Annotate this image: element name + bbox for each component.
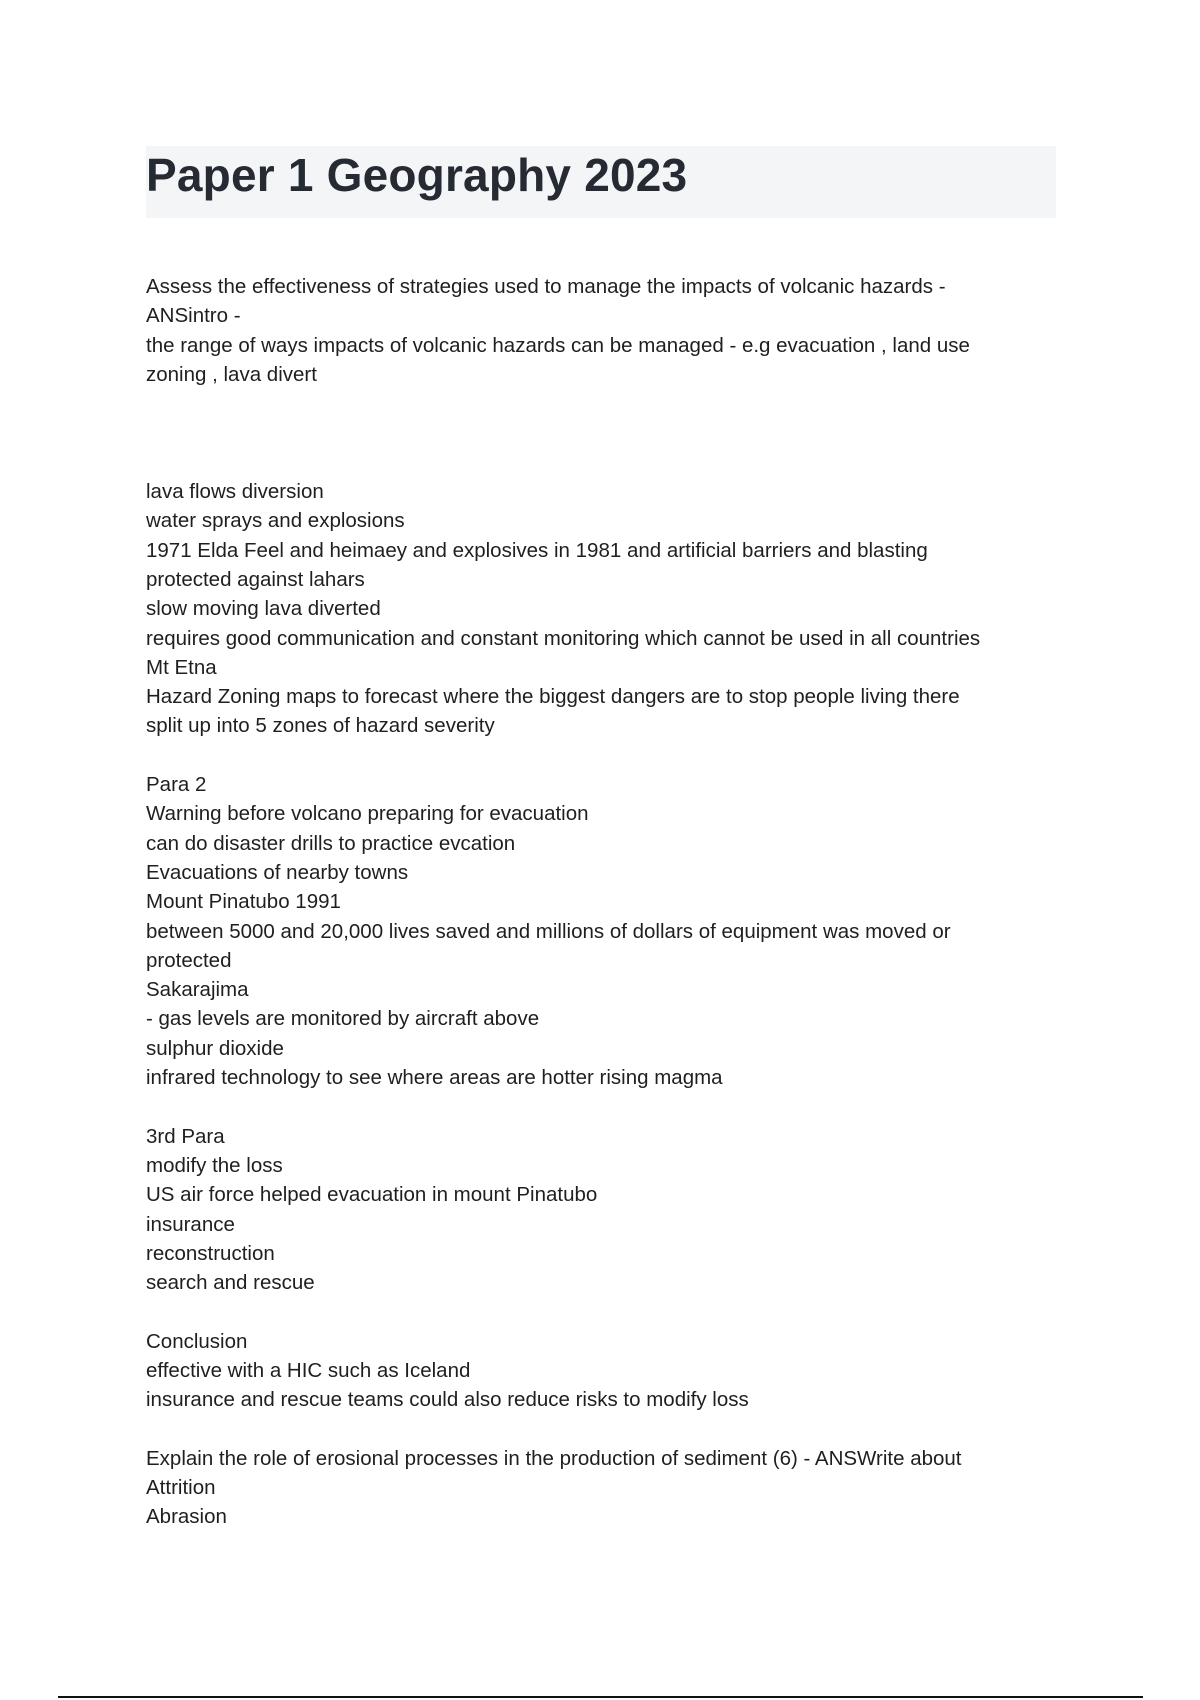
text-line: ANSintro - xyxy=(146,304,241,328)
text-line: insurance xyxy=(146,1212,235,1236)
text-line: infrared technology to see where areas are hotter rising magma xyxy=(146,1066,723,1090)
text-line: Explain the role of erosional processes in the production of sediment (6) - ANSWrite about xyxy=(146,1446,962,1470)
text-line: Sakarajima xyxy=(146,978,249,1002)
text-line: lava flows diversion xyxy=(146,480,324,504)
text-line: protected against lahars xyxy=(146,567,365,591)
text-line: Warning before volcano preparing for evacuation xyxy=(146,802,589,826)
text-line: US air force helped evacuation in mount Pinatubo xyxy=(146,1183,598,1207)
text-line: zoning , lava divert xyxy=(146,362,317,386)
blank-line xyxy=(146,389,1066,418)
text-line: insurance and rescue teams could also reduce risks to modify loss xyxy=(146,1388,749,1412)
blank-line xyxy=(146,1297,1066,1326)
section-heading: Conclusion xyxy=(146,1329,248,1353)
text-line: sulphur dioxide xyxy=(146,1036,284,1060)
text-line: effective with a HIC such as Iceland xyxy=(146,1358,471,1382)
text-line: Mount Pinatubo 1991 xyxy=(146,890,341,914)
text-line: Assess the effectiveness of strategies used to manage the impacts of volcanic hazards - xyxy=(146,275,946,298)
text-line: modify the loss xyxy=(146,1153,283,1177)
text-line: water sprays and explosions xyxy=(146,509,405,533)
text-line: Mt Etna xyxy=(146,655,217,679)
text-line: between 5000 and 20,000 lives saved and millions of dollars of equipment was moved or xyxy=(146,919,951,943)
text-line: 1971 Elda Feel and heimaey and explosives in 1981 and artificial barriers and blasting xyxy=(146,538,928,562)
document-body xyxy=(146,272,1066,1532)
text-line: protected xyxy=(146,948,232,972)
blank-line xyxy=(146,448,1066,477)
text-line: the range of ways impacts of volcanic hazards can be managed - e.g evacuation , land use xyxy=(146,333,970,357)
page-title: Paper 1 Geography 2023 xyxy=(146,149,688,201)
text-line: requires good communication and constant monitoring which cannot be used in all countries xyxy=(146,626,981,650)
blank-line xyxy=(146,1092,1066,1121)
text-line: reconstruction xyxy=(146,1241,275,1265)
footer-divider xyxy=(58,1696,1143,1698)
text-line: slow moving lava diverted xyxy=(146,597,381,621)
blank-line xyxy=(146,418,1066,447)
section-heading: Para 2 xyxy=(146,773,207,797)
blank-line xyxy=(146,1415,1066,1444)
text-line: Abrasion xyxy=(146,1505,227,1529)
text-line: split up into 5 zones of hazard severity xyxy=(146,714,495,738)
text-line: search and rescue xyxy=(146,1271,315,1295)
text-line: can do disaster drills to practice evcation xyxy=(146,831,516,855)
text-line: Attrition xyxy=(146,1476,216,1500)
text-line: Evacuations of nearby towns xyxy=(146,860,409,884)
text-line: - gas levels are monitored by aircraft above xyxy=(146,1007,540,1031)
section-heading: 3rd Para xyxy=(146,1124,225,1148)
blank-line xyxy=(146,741,1066,770)
text-line: Hazard Zoning maps to forecast where the biggest dangers are to stop people living there xyxy=(146,685,960,709)
